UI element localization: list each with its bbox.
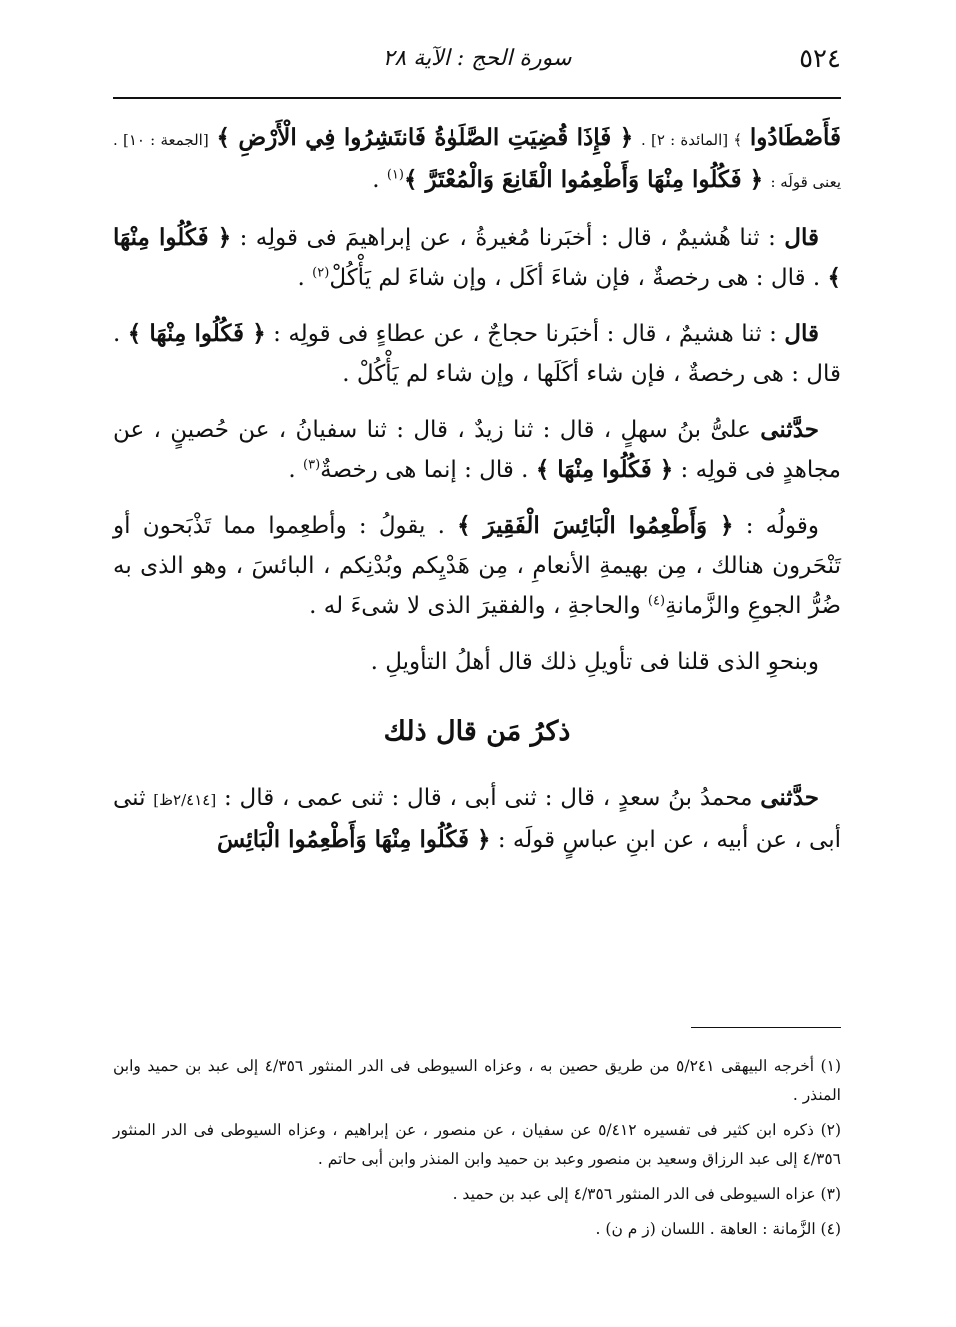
quran-quote: فَأَصْطَادُوا	[749, 124, 842, 151]
running-title: سورة الحج : الآية ٢٨	[382, 46, 572, 71]
section-heading: ذكرُ مَن قال ذلك	[383, 716, 571, 747]
footnote-1: (١) أخرجه البيهقى ٥/٢٤١ من طريق حصين به ، وعزاه السيوطى فى الدر المنثور ٤/٣٥٦ إلى عبد بن حميد وابن المنذر .	[113, 1057, 841, 1104]
page-header	[113, 40, 841, 92]
footnote-marker: (٢)	[312, 265, 330, 281]
footnote-2: (٢) ذكره ابن كثير فى تفسيره ٥/٤١٢ عن سفيان ، عن منصور ، عن إبراهيم ، وعزاه السيوطى فى الدر المنثور ٤/٣٥٦ إلى عبد الرزاق وسعيد بن منصور وعبد بن حميد وابن المنذر وابن أبى حاتم .	[113, 1121, 842, 1168]
header-rule	[113, 97, 841, 99]
text-run: : ثنا هُشيمٌ ، قال : أخبَرنا مُغيرةُ ، عن إبراهيمَ فى قولِه :	[231, 225, 785, 251]
quran-quote: ﴿ فَكُلُوا مِنْهَا ﴾	[113, 224, 841, 291]
text-run: والحاجةِ ، والفقيرَ الذى لا شىءَ له .	[309, 593, 648, 619]
surah-reference: ﴾ [المائدة : ٢] .	[640, 131, 743, 149]
paragraph-7	[113, 778, 841, 860]
footnote-4: (٤) الزَّمانة : العاهة . اللسان (ز م ن) .	[595, 1220, 841, 1238]
quran-quote: ﴿ فَإِذَا قُضِيَتِ الصَّلَوٰةُ فَانتَشِرُوا فِي الْأَرْضِ ﴾	[216, 124, 634, 151]
footnote-rule	[691, 1027, 841, 1028]
surah-reference: [الجمعة : ١٠] . يعنى قولَه :	[113, 131, 841, 191]
text-run: ثنى أبى ، عن أبيه ، عن ابنِ عباسٍ قولَه :	[113, 785, 841, 853]
lead-word: حدَّثنى	[760, 784, 819, 811]
page-body	[113, 118, 841, 876]
quran-quote: ﴿ فَكُلُوا مِنْهَا وَأَطْعِمُوا الْبَائِسَ	[217, 826, 491, 853]
footnote-marker: (٤)	[647, 593, 666, 609]
paragraph-5	[113, 506, 841, 626]
lead-word: قال	[784, 320, 819, 347]
footnote-3: (٣) عزاه السيوطى فى الدر المنثور ٤/٣٥٦ إلى عبد بن حميد .	[452, 1185, 841, 1203]
quran-quote: ﴿ فَكُلُوا مِنْهَا ﴾	[127, 320, 266, 347]
quran-quote: ﴿ وَأَطْعِمُوا الْبَائِسَ الْفَقِيرَ ﴾	[457, 512, 734, 539]
paragraph-end: .	[297, 265, 313, 291]
text-run: . قال : هى رخصةٌ ، فإن شاء أكَلَها ، وإن شاء لم يَأْكُلْ .	[113, 321, 841, 387]
text-run: : ثنا هشيمٌ ، قال : أخبَرنا حجاجٌ ، عن عطاءٍ فى قولِه :	[265, 321, 785, 347]
text-run: وقولُه :	[733, 513, 819, 539]
paragraph-2	[113, 218, 841, 298]
paragraph-end: .	[372, 167, 387, 193]
paragraph-3	[113, 314, 841, 394]
page-number: ٥٢٤	[799, 44, 841, 74]
text-run: علىُّ بنُ سهلٍ ، قال : ثنا زيدٌ ، قال : ثنا سفيانُ ، عن حُصينٍ ، عن مجاهدٍ فى قولِه :	[113, 417, 841, 483]
paragraph-4	[113, 410, 841, 490]
lead-word: قال	[784, 224, 819, 251]
footnote-marker: (٣)	[303, 457, 321, 473]
quran-quote: ﴿ فَكُلُوا مِنْهَا ﴾	[535, 456, 674, 483]
footnote-marker: (١)	[386, 167, 404, 183]
paragraph-6: وبنحوِ الذى قلنا فى تأويلِ ذلك قال أهلُ التأويلِ .	[370, 649, 819, 675]
quran-quote: ﴿ فَكُلُوا مِنْهَا وَأَطْعِمُوا الْقَانِعَ وَالْمُعْتَرَّ ﴾	[403, 166, 764, 193]
lead-word: حدَّثنى	[760, 416, 819, 443]
text-run: . يقولُ : وأطعِموا مما تَذْبَحون أو تَنْحَرون هنالك ، مِن بهيمةِ الأنعامِ ، مِن هَدْيِكم وبُدْنِكم ، البائسَ ، وهو الذى به ضُرُّ الجوعِ والزَّمانةِ	[113, 513, 841, 619]
footnotes	[113, 1052, 841, 1250]
text-run: . قال : هى رخصةٌ ، فإن شاءَ أكَل ، وإن شاءَ لم يَأْكُلْ	[329, 265, 828, 291]
paragraph-end: .	[288, 457, 304, 483]
text-run: محمدُ بنُ سعدٍ ، قال : ثنى أبى ، قال : ثنى عمى ، قال :	[216, 785, 761, 811]
paragraph-1	[113, 118, 841, 202]
text-run: . قال : إنما هى رخصةٌ	[320, 457, 536, 483]
manuscript-reference: [٢/٤١٤ظ]	[153, 791, 217, 809]
